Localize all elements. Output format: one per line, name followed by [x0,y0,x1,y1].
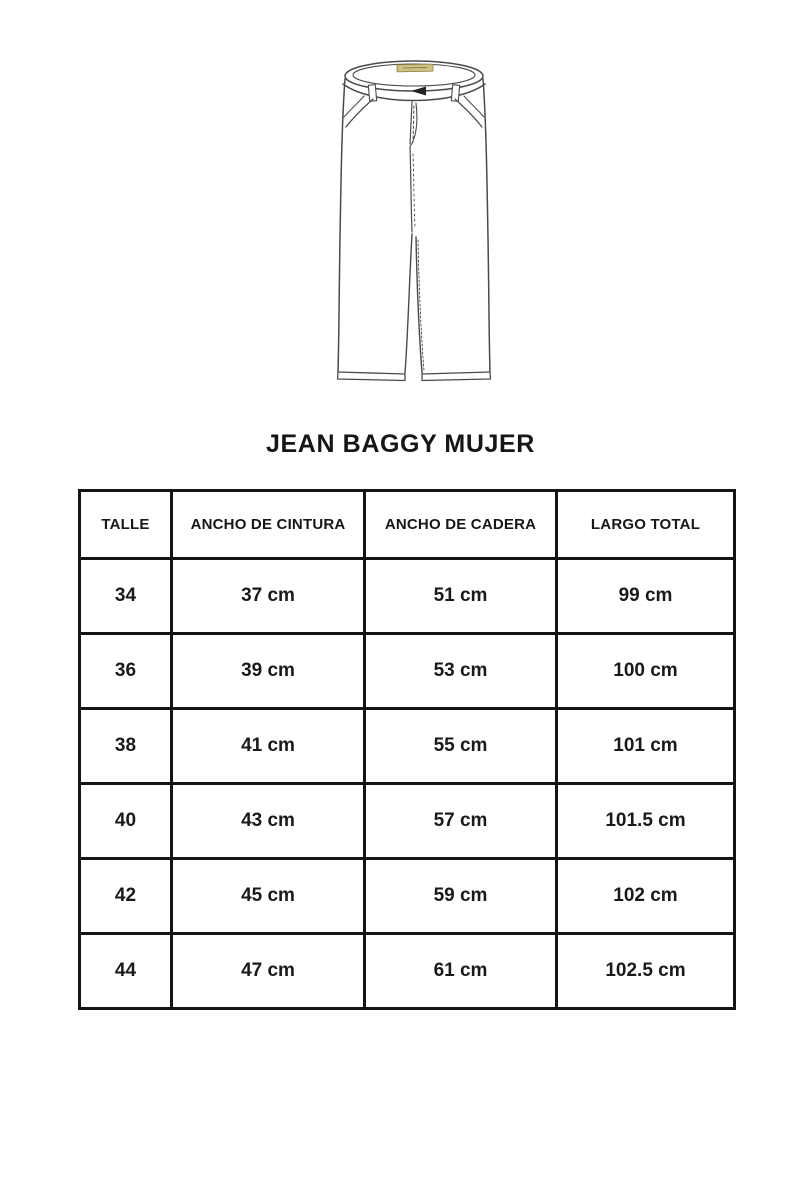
cell-waist: 37 cm [172,559,365,634]
baggy-jeans-sketch-icon [333,58,497,390]
cell-size: 36 [80,634,172,709]
cell-waist: 43 cm [172,784,365,859]
cell-length: 101.5 cm [557,784,735,859]
cell-waist: 41 cm [172,709,365,784]
right-outer-seam [483,79,490,372]
cell-length: 102.5 cm [557,934,735,1009]
cell-size: 38 [80,709,172,784]
cell-waist: 45 cm [172,859,365,934]
waistband-label-mark [403,68,427,69]
header-row [80,491,735,559]
cell-hip: 55 cm [365,709,557,784]
cell-hip: 59 cm [365,859,557,934]
left-pocket-facing [344,96,364,117]
size-row-36 [80,634,735,709]
fly-seam [410,102,412,144]
cell-hip: 51 cm [365,559,557,634]
cell-length: 100 cm [557,634,735,709]
right-inseam [416,237,422,373]
left-inseam [405,234,412,373]
jeans-illustration [333,58,497,390]
cell-size: 42 [80,859,172,934]
cell-hip: 53 cm [365,634,557,709]
right-hem [422,372,491,381]
size-table [78,489,736,1010]
column-header-waist-width: ANCHO DE CINTURA [172,491,365,559]
cell-hip: 61 cm [365,934,557,1009]
size-row-44 [80,934,735,1009]
cell-size: 44 [80,934,172,1009]
column-header-size: TALLE [80,491,172,559]
right-pocket-facing [464,96,484,117]
cell-length: 102 cm [557,859,735,934]
cell-size: 40 [80,784,172,859]
center-front-seam [410,147,412,232]
cell-length: 99 cm [557,559,735,634]
size-row-38 [80,709,735,784]
center-seam-stitches [413,154,415,228]
right-pocket-opening [455,99,482,127]
left-pocket-opening [346,99,373,127]
column-header-hip-width: ANCHO DE CADERA [365,491,557,559]
cell-waist: 39 cm [172,634,365,709]
left-hem [338,372,406,381]
left-outer-seam [338,79,345,372]
size-row-42 [80,859,735,934]
zipper-stitches [413,106,414,142]
page-title: JEAN BAGGY MUJER [266,430,535,458]
cell-length: 101 cm [557,709,735,784]
size-row-40 [80,784,735,859]
column-header-total-length: LARGO TOTAL [557,491,735,559]
cell-hip: 57 cm [365,784,557,859]
size-row-34 [80,559,735,634]
cell-waist: 47 cm [172,934,365,1009]
cell-size: 34 [80,559,172,634]
